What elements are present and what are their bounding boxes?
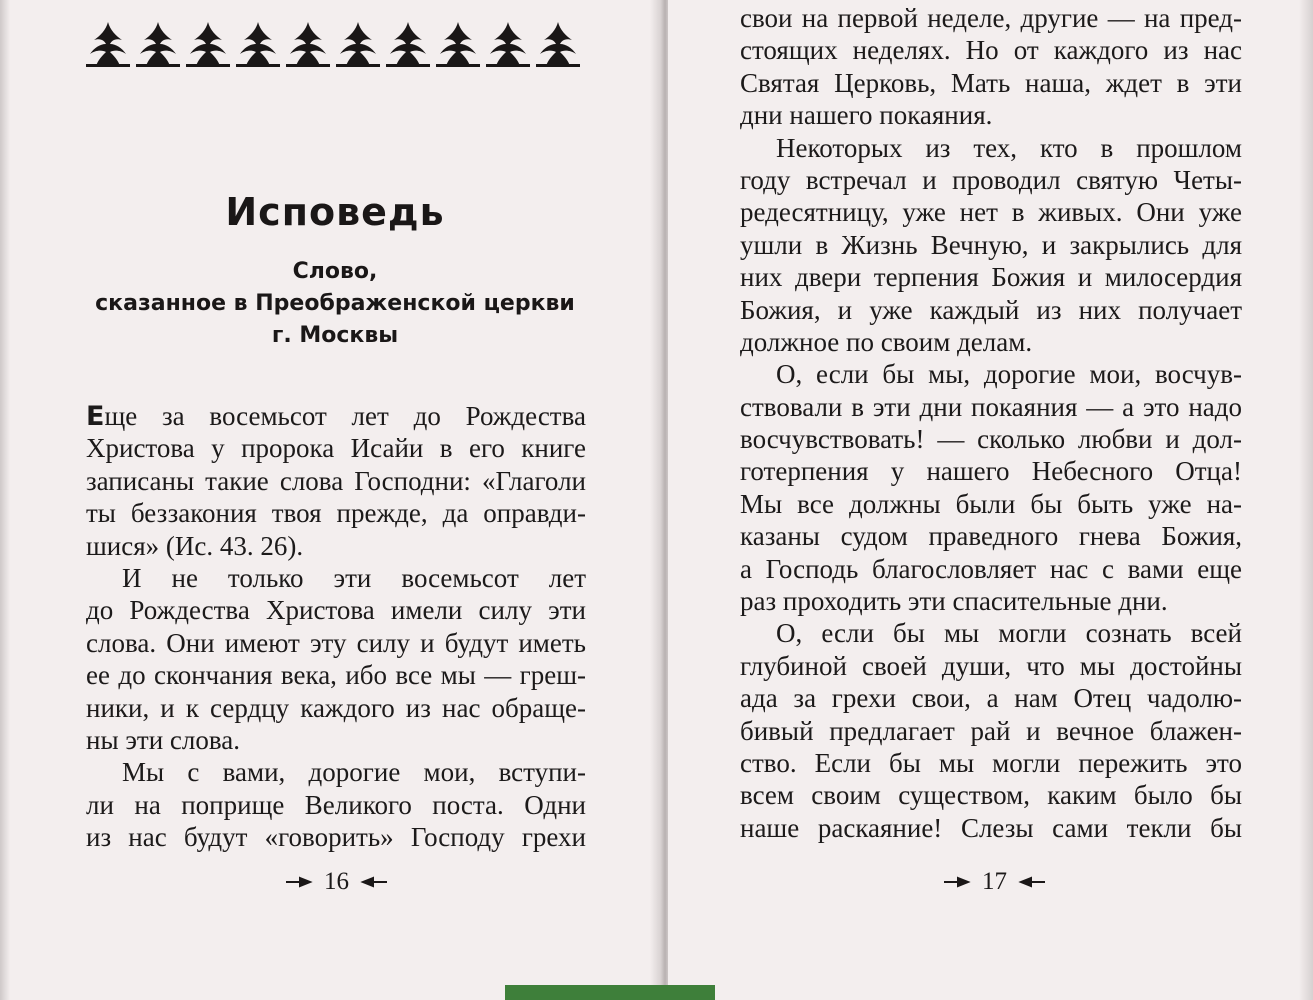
text-line: должное по своим делам. — [740, 326, 1033, 357]
text-line: глубиной своей души, что мы достойны — [740, 650, 1242, 681]
text-line: а Господь благословляет нас с вами еще — [740, 553, 1242, 584]
text-line: шися» (Ис. 43. 26). — [86, 530, 304, 561]
text-line: ты беззакония твоя прежде, да оправди- — [86, 498, 586, 529]
text-line: ствовали в эти дни покаяния — а это надо — [740, 391, 1242, 422]
text-line: Христова у пророка Исайи в его книге — [86, 433, 586, 464]
text-line: наше раскаяние! Слезы сами текли бы — [740, 812, 1242, 843]
text-line: ники, и к сердцу каждого из нас обраще- — [86, 692, 586, 723]
page-edge — [1299, 0, 1313, 1000]
subtitle-line: г. Москвы — [271, 323, 399, 348]
text-line: редесятницу, уже нет в живых. Они уже — [740, 197, 1242, 228]
flourish-icon — [1013, 876, 1045, 888]
text-line: из нас будут «говорить» Господу грехи — [86, 822, 586, 853]
text-line: них двери терпения Божия и милосердия — [740, 262, 1242, 293]
chapter-title: Исповедь — [225, 190, 445, 234]
book-cover-edge — [505, 985, 715, 1000]
text-line: Мы с вами, дорогие мои, вступи- — [122, 757, 586, 788]
text-line: ны эти слова. — [86, 724, 241, 755]
drop-cap: Е — [86, 401, 105, 432]
flourish-icon — [355, 876, 387, 888]
page-number-right: 17 — [944, 868, 1045, 896]
subtitle-line: сказанное в Преображенской церкви — [95, 291, 575, 316]
ornament-header — [86, 12, 584, 68]
page-number-left: 16 — [286, 868, 387, 896]
text-line: записаны такие слова Господни: «Глаголи — [86, 465, 586, 496]
text-line: раз проходить эти спасительные дни. — [740, 586, 1168, 617]
text-line: Божия, и уже каждый из них получает — [740, 294, 1242, 325]
text-line: готерпения у нашего Небесного Отца! — [740, 456, 1242, 487]
text-line: ушли в Жизнь Вечную, и закрылись для — [740, 229, 1242, 260]
text-line: ада за грехи свои, а нам Отец чадолю- — [740, 683, 1242, 714]
text-line: Мы все должны были бы быть уже на- — [740, 488, 1242, 519]
text-line: ство. Если бы мы могли пережить это — [740, 747, 1242, 778]
text-line: стоящих неделях. Но от каждого из нас — [740, 35, 1242, 66]
text-line: ли на поприще Великого поста. Одни — [86, 789, 586, 820]
text-line: до Рождества Христова имели силу эти — [86, 595, 586, 626]
left-body-text — [86, 400, 586, 853]
text-line: казаны судом праведного гнева Божия, — [740, 521, 1242, 552]
text-line: Некоторых из тех, кто в прошлом — [776, 132, 1242, 163]
right-body-text — [740, 2, 1242, 844]
text-line: Святая Церковь, Мать наша, ждет в эти — [740, 67, 1242, 98]
text-line: всем своим существом, каким было бы — [740, 780, 1242, 811]
flourish-icon — [944, 876, 976, 888]
page-edge — [0, 0, 10, 1000]
text-line: Еще за восемьсот лет до Рождества — [86, 401, 586, 432]
text-line: И не только эти восемьсот лет — [122, 562, 586, 593]
chapter-subtitle — [86, 256, 584, 352]
text-line: ее до скончания века, ибо все мы — греш- — [86, 660, 586, 691]
text-line: О, если бы мы, дорогие мои, восчув- — [776, 359, 1242, 390]
flourish-icon — [286, 876, 318, 888]
text-line: свои на первой неделе, другие — на пред- — [740, 3, 1242, 33]
text-line: дни нашего покаяния. — [740, 100, 993, 131]
text-line: бивый предлагает рай и вечное блажен- — [740, 715, 1242, 746]
text-line: слова. Они имеют эту силу и будут иметь — [86, 627, 586, 658]
text-line: О, если бы мы могли сознать всей — [776, 618, 1242, 649]
text-line: году встречал и проводил святую Четы- — [740, 164, 1242, 195]
text-line: восчувствовать! — сколько любви и дол- — [740, 424, 1242, 455]
subtitle-line: Слово, — [292, 259, 378, 284]
